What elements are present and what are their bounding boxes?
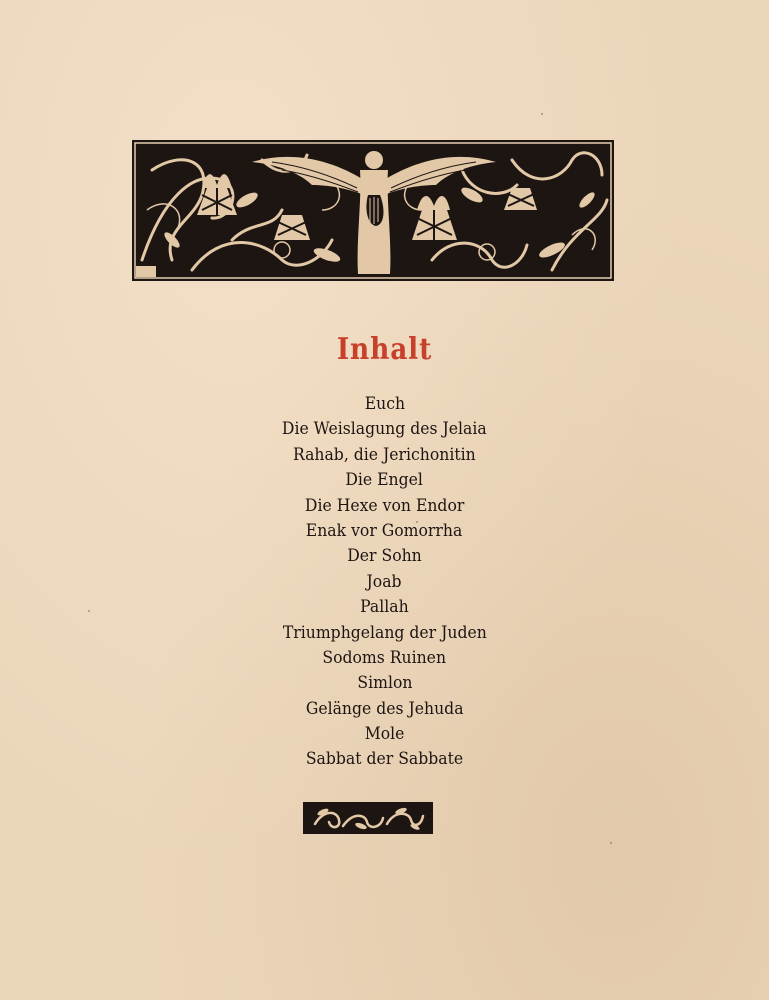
header-woodcut-ornament [132,140,614,281]
toc-entry [0,544,769,569]
toc-entry [0,468,769,493]
toc-entry-label: Simlon [356,673,413,694]
paper-speck [541,113,543,115]
toc-entry-label: Triumphgelang der Juden [282,622,487,643]
toc-entry [0,621,769,646]
tail-woodcut-vignette [303,802,433,834]
toc-entry [0,417,769,442]
toc-entry [0,646,769,671]
page-title: Inhalt [336,332,433,367]
toc-entry-label: Die Weislagung des Jelaia [282,419,487,440]
toc-entry [0,671,769,696]
toc-entry [0,747,769,772]
toc-entry-label: Rahab, die Jerichonitin [293,444,476,465]
foliage-vignette-icon [303,802,433,834]
toc-entry [0,494,769,519]
toc-entry [0,392,769,417]
toc-entry [0,722,769,747]
toc-entry-label: Die Engel [345,470,424,491]
toc-entry [0,443,769,468]
toc-entry [0,595,769,620]
toc-entry [0,519,769,544]
toc-entry-label: Joab [366,571,403,592]
toc-entry [0,570,769,595]
table-of-contents [0,392,769,773]
toc-entry-label: Euch [364,394,405,414]
toc-entry-label: Gelänge des Jehuda [305,698,464,719]
toc-entry-label: Sabbat der Sabbate [305,749,464,770]
toc-entry-label: Pallah [360,597,409,618]
toc-entry-label: Der Sohn [347,546,422,567]
toc-entry [0,697,769,722]
toc-entry-label: Enak vor Gomorrha [306,520,463,541]
angel-lyre-thistle-icon [132,140,614,281]
toc-entry-label: Mole [364,724,405,745]
paper-speck [610,842,612,844]
toc-entry-label: Die Hexe von Endor [304,495,465,516]
toc-entry-label: Sodoms Ruinen [322,647,447,668]
